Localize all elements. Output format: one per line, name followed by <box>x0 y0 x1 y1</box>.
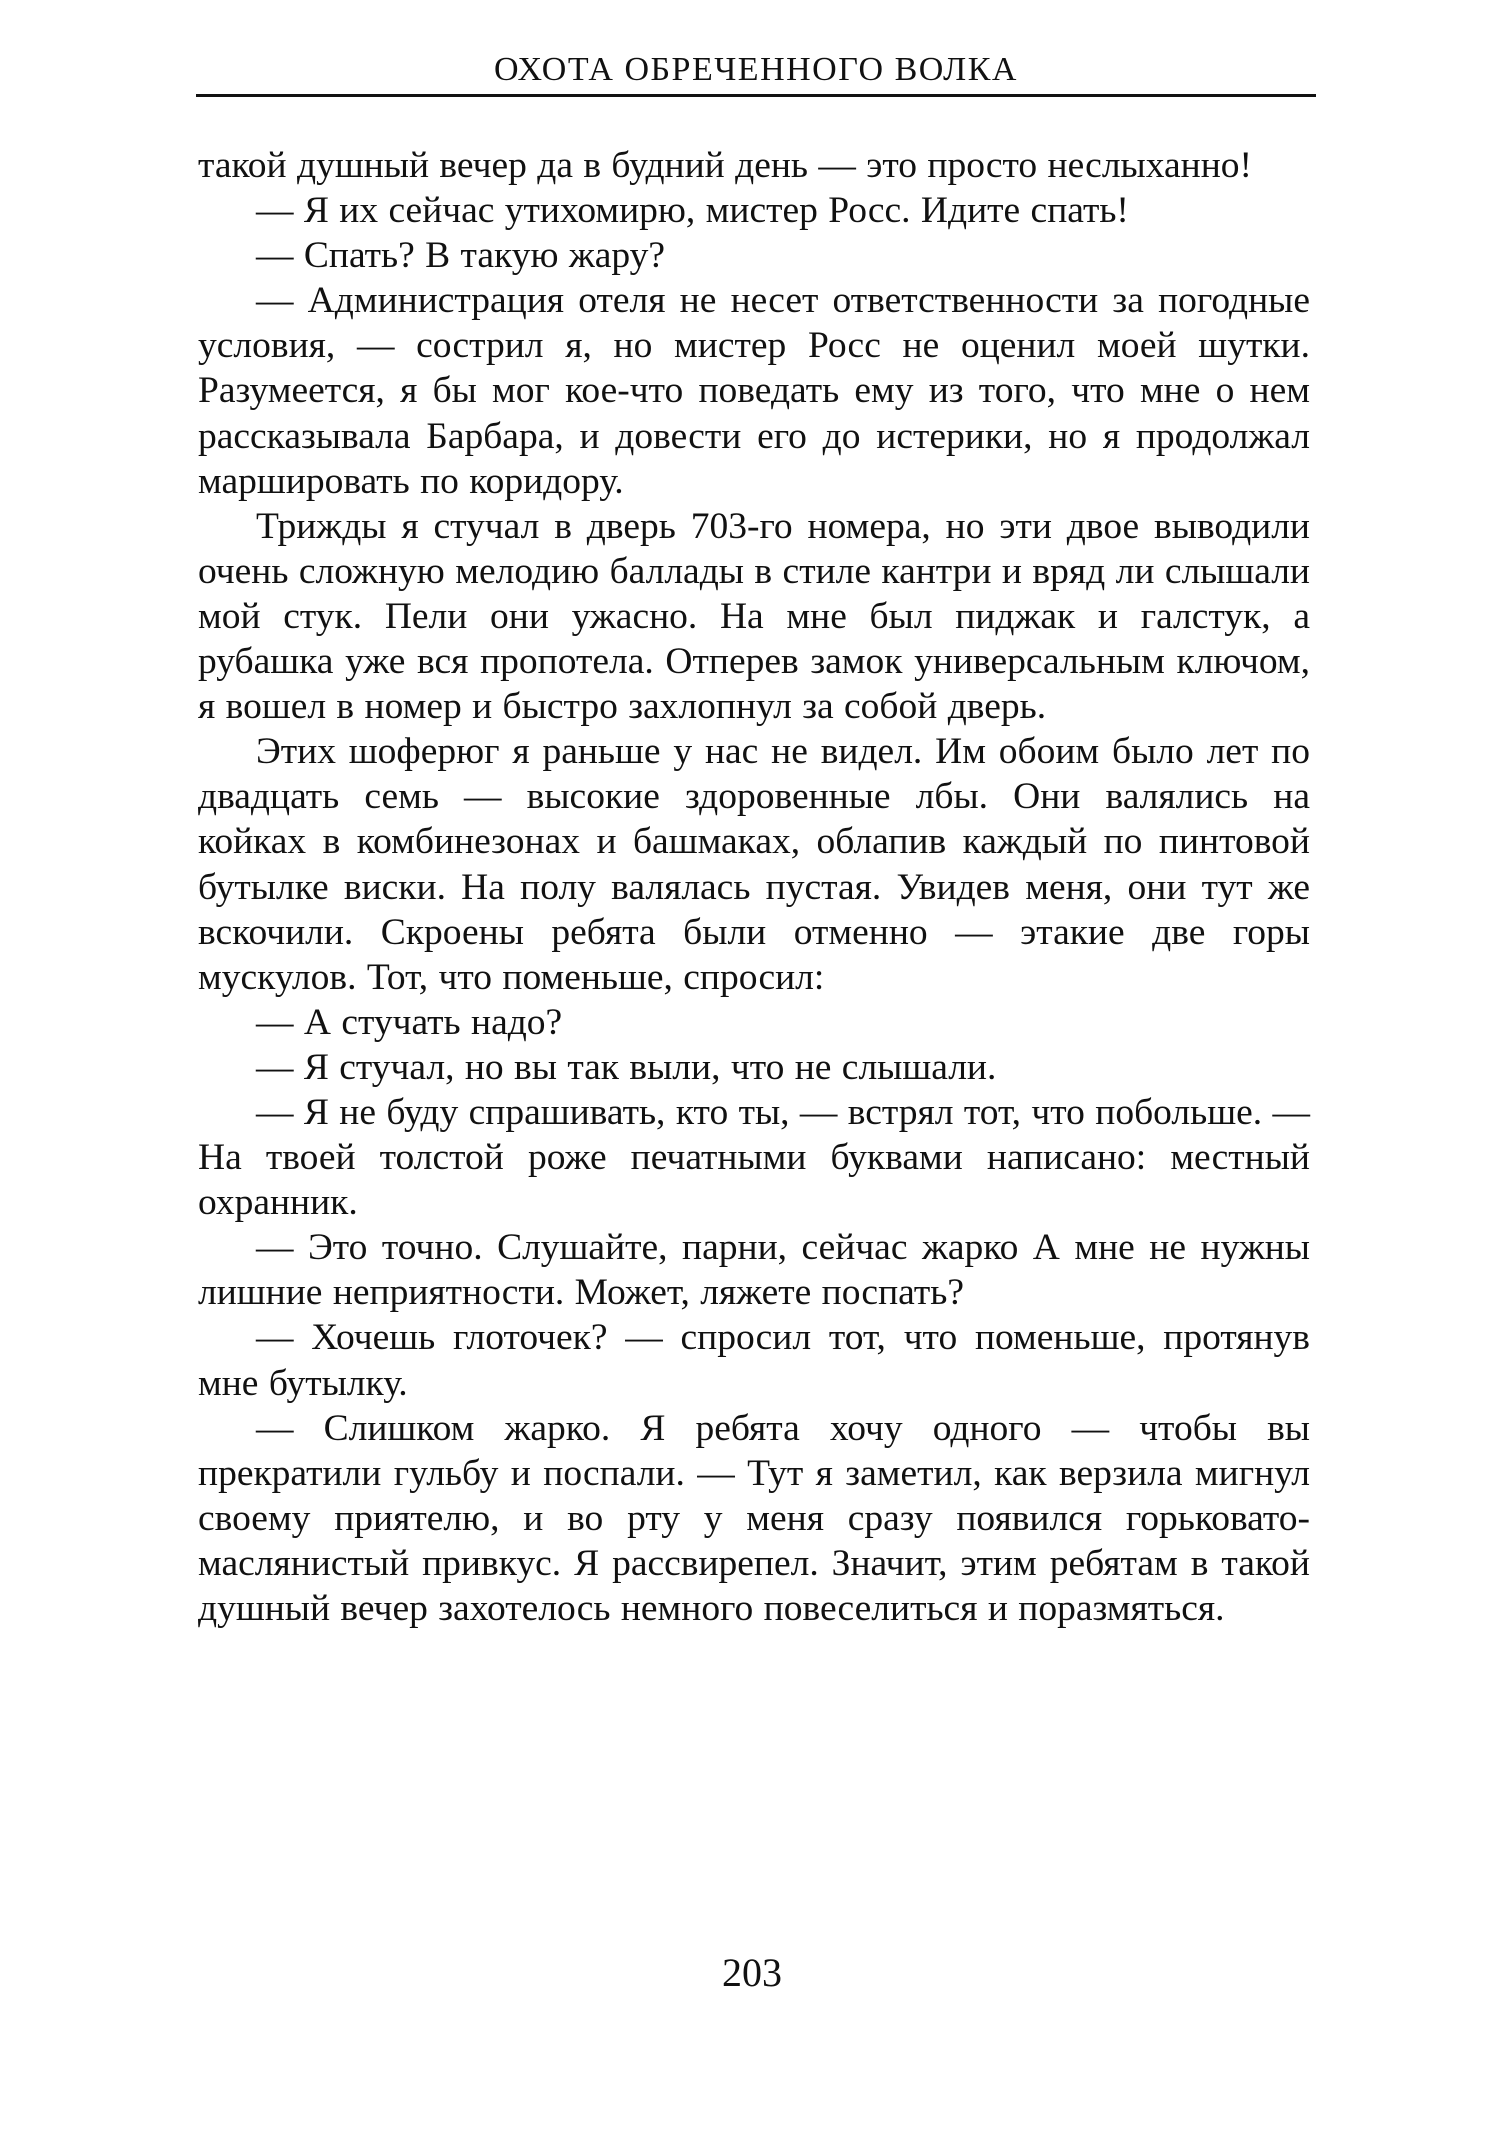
paragraph: — Я стучал, но вы так выли, что не слышали. <box>256 1046 997 1088</box>
header-rule <box>196 94 1316 97</box>
paragraph: Этих шоферюг я раньше у нас не видел. Им обоим было лет по двадцать семь — высокие здоровенные лбы. Они валялись на койках в комбинезонах и башмаках, облапив каждый по пинтовой бутылке виски. На полу валялась пустая. Увидев меня, они тут же вскочили. Скроены ребята были отменно — этакие две горы мускулов. Тот, что поменьше, спросил: <box>198 731 1310 998</box>
paragraph: — Я их сейчас утихомирю, мистер Росс. Идите спать! <box>256 190 1129 232</box>
body-text <box>198 143 1310 1631</box>
paragraph: — Спать? В такую жару? <box>256 235 666 277</box>
running-head: ОХОТА ОБРЕЧЕННОГО ВОЛКА <box>494 51 1018 88</box>
page-number: 203 <box>722 1950 782 1995</box>
paragraph: — Хочешь глоточек? — спросил тот, что поменьше, протянув мне бутылку. <box>198 1317 1310 1404</box>
paragraph: такой душный вечер да в будний день — это просто неслыханно! <box>198 145 1253 186</box>
paragraph: Трижды я стучал в дверь 703-го номера, но эти двое выводили очень сложную мелодию баллады в стиле кантри и вряд ли слышали мой стук. Пели они ужасно. На мне был пиджак и галстук, а рубашка уже вся пропотела. Отперев замок универсальным ключом, я вошел в номер и быстро захлопнул за собой дверь. <box>198 505 1310 728</box>
paragraph: — Слишком жарко. Я ребята хочу одного — чтобы вы прекратили гульбу и поспали. — Тут я заметил, как верзила мигнул своему приятелю, и во рту у меня сразу появился горьковато-маслянистый привкус. Я рассвирепел. Значит, этим ребятам в такой душный вечер захотелось немного повеселиться и поразмяться. <box>198 1407 1310 1629</box>
paragraph: — А стучать надо? <box>256 1001 563 1043</box>
paragraph: — Это точно. Слушайте, парни, сейчас жарко А мне не нужны лишние неприятности. Может, ляжете поспать? <box>198 1227 1310 1314</box>
paragraph: — Администрация отеля не несет ответственности за погодные условия, — сострил я, но мистер Росс не оценил моей шутки. Разумеется, я бы мог кое-что поведать ему из того, что мне о нем рассказывала Барбара, и довести его до истерики, но я продолжал маршировать по коридору. <box>198 280 1310 502</box>
paragraph: — Я не буду спрашивать, кто ты, — встрял тот, что побольше. — На твоей толстой роже печатными буквами написано: местный охранник. <box>198 1091 1310 1224</box>
